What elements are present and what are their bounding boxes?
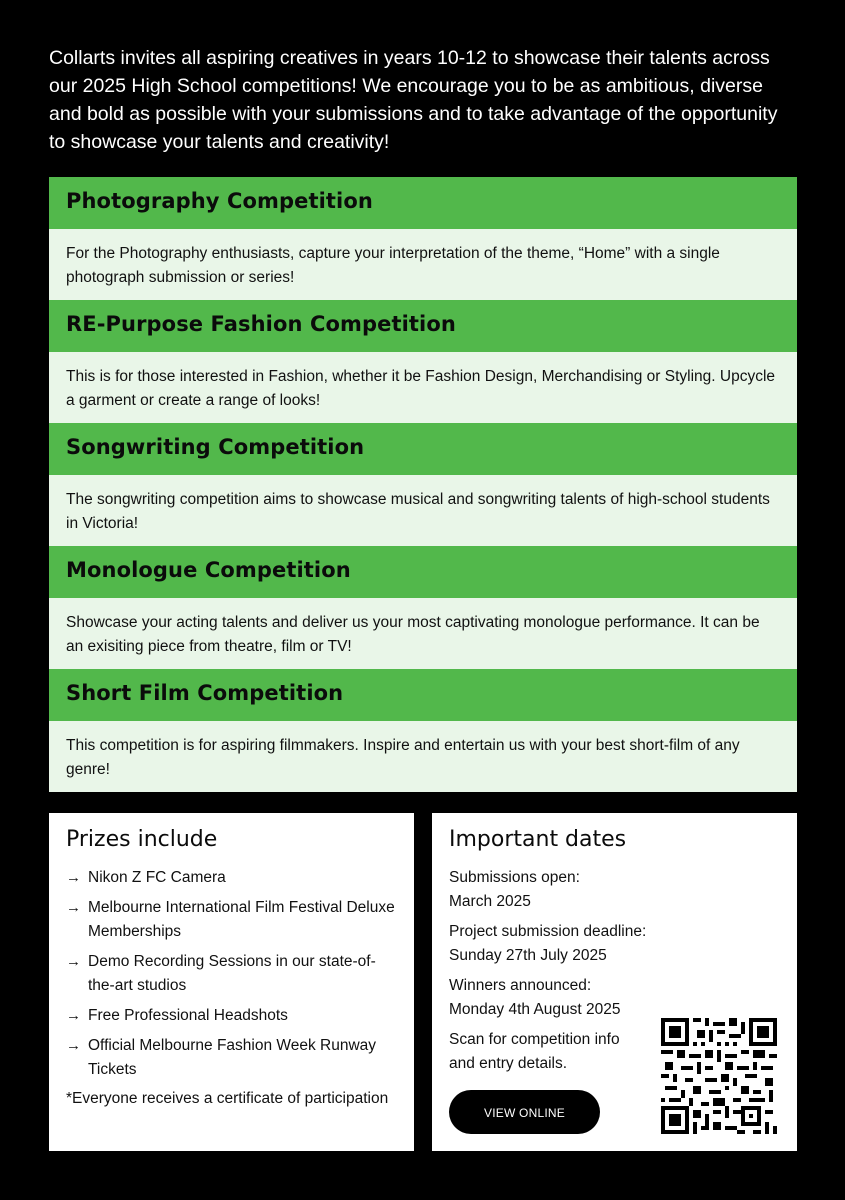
qr-code-icon[interactable]: [661, 1018, 777, 1134]
competition-title: Short Film Competition: [49, 669, 797, 721]
date-label: Submissions open:: [449, 869, 580, 886]
competition-fashion: [49, 300, 797, 423]
scan-instructions: Scan for competition info and entry details.: [449, 1031, 620, 1072]
competition-photography: [49, 177, 797, 300]
list-item: [66, 896, 397, 944]
prize-label: Official Melbourne Fashion Week Runway Tickets: [88, 1037, 377, 1078]
arrow-right-icon: →: [66, 953, 81, 970]
competition-songwriting: [49, 423, 797, 546]
arrow-right-icon: →: [66, 1037, 81, 1054]
competition-list: [49, 177, 797, 792]
list-item: [66, 866, 397, 890]
competition-short-film: [49, 669, 797, 792]
prizes-title: Prizes include: [66, 827, 218, 852]
competition-description: This competition is for aspiring filmmakers. Inspire and entertain us with your best short-film of any genre!: [49, 721, 797, 792]
list-item: [66, 1004, 397, 1028]
date-item: [449, 920, 780, 968]
competition-title: Songwriting Competition: [49, 423, 797, 475]
view-online-button[interactable]: VIEW ONLINE: [449, 1090, 600, 1134]
competition-description: This is for those interested in Fashion, whether it be Fashion Design, Merchandising or Styling. Upcycle a garment or create a range of looks!: [49, 352, 797, 423]
date-label: Winners announced:: [449, 977, 592, 994]
competition-description: Showcase your acting talents and deliver us your most captivating monologue performance. It can be an exisiting piece from theatre, film or TV!: [49, 598, 797, 669]
list-item: [66, 950, 397, 998]
date-item: [449, 974, 780, 1022]
prize-label: Free Professional Headshots: [88, 1007, 288, 1024]
prizes-card: [49, 813, 414, 1151]
list-item: [66, 1034, 397, 1082]
arrow-right-icon: →: [66, 1007, 81, 1024]
date-label: Project submission deadline:: [449, 923, 647, 940]
date-value: Monday 4th August 2025: [449, 1001, 621, 1018]
competition-title: Monologue Competition: [49, 546, 797, 598]
competition-description: The songwriting competition aims to showcase musical and songwriting talents of high-school students in Victoria!: [49, 475, 797, 546]
competition-description: For the Photography enthusiasts, capture your interpretation of the theme, “Home” with a single photograph submission or series!: [49, 229, 797, 300]
intro-paragraph: Collarts invites all aspiring creatives in years 10-12 to showcase their talents across our 2025 High School competitions! We encourage you to be as ambitious, diverse and bold as possible with your submissions and to take advantage of the opportunity to showcase your talents and creativity!: [49, 47, 778, 153]
prize-list: [66, 866, 397, 1082]
participation-note: *Everyone receives a certificate of participation: [66, 1090, 389, 1107]
date-value: March 2025: [449, 893, 531, 910]
arrow-right-icon: →: [66, 869, 81, 886]
arrow-right-icon: →: [66, 899, 81, 916]
dates-title: Important dates: [449, 827, 627, 852]
competition-monologue: [49, 546, 797, 669]
prize-label: Nikon Z FC Camera: [88, 869, 226, 886]
prize-label: Demo Recording Sessions in our state-of-the-art studios: [88, 953, 376, 994]
competition-title: RE-Purpose Fashion Competition: [49, 300, 797, 352]
prize-label: Melbourne International Film Festival Deluxe Memberships: [88, 899, 395, 940]
competition-title: Photography Competition: [49, 177, 797, 229]
date-item: [449, 866, 780, 914]
dates-card: [432, 813, 797, 1151]
date-value: Sunday 27th July 2025: [449, 947, 607, 964]
